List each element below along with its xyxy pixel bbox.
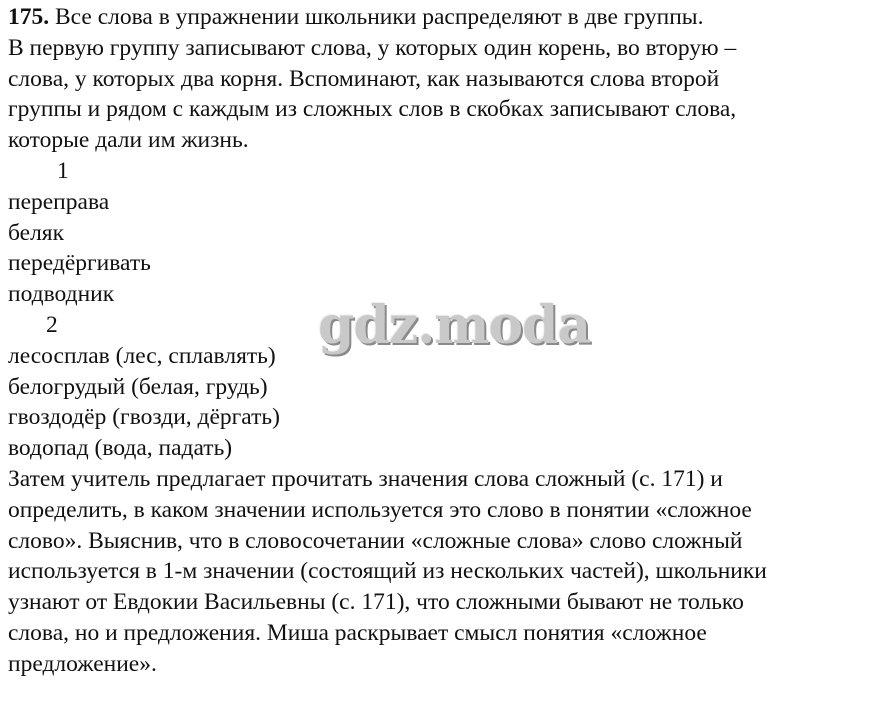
group-2-label: 2: [46, 311, 58, 338]
group-2-word: белогрудый (белая, грудь): [8, 373, 268, 400]
intro-line-2: В первую группу записывают слова, у которых один корень, во вторую –: [8, 34, 737, 61]
exercise-number: 175.: [8, 4, 50, 30]
group-1-word: передёргивать: [8, 250, 151, 277]
group-1-word: переправа: [8, 188, 110, 215]
closing-line-6: слова, но и предложения. Миша раскрывает смысл понятия «сложное: [8, 619, 707, 646]
group-2-word: гвоздодёр (гвозди, дёргать): [8, 404, 280, 431]
watermark-logo: gdz.moda: [318, 295, 591, 356]
intro-line-5: которые дали им жизнь.: [8, 127, 249, 154]
intro-text-1: Все слова в упражнении школьники распределяют в две группы.: [55, 4, 704, 30]
closing-line-7: предложение».: [8, 650, 157, 677]
closing-line-4: используется в 1-м значении (состоящий из нескольких частей), школьники: [8, 558, 767, 585]
closing-line-2: определить, в каком значении используется это слово в понятии «сложное: [8, 496, 752, 523]
closing-line-5: узнают от Евдокии Васильевны (с. 171), что сложными бывают не только: [8, 589, 744, 616]
group-1-word: подводник: [8, 281, 115, 308]
closing-line-3: слово». Выяснив, что в словосочетании «сложные слова» слово сложный: [8, 527, 743, 554]
group-1-word: беляк: [8, 219, 65, 246]
closing-line-1: Затем учитель предлагает прочитать значения слова сложный (с. 171) и: [8, 465, 723, 492]
group-2-word: лесосплав (лес, сплавлять): [8, 342, 276, 369]
exercise-text: [8, 2, 884, 680]
group-1-label: 1: [57, 157, 69, 184]
intro-line-1: [8, 2, 884, 33]
group-2-word: водопад (вода, падать): [8, 435, 233, 462]
intro-line-3: слова, у которых два корня. Вспоминают, как называются слова второй: [8, 65, 720, 92]
intro-line-4: группы и рядом с каждым из сложных слов в скобках записывают слова,: [8, 96, 737, 123]
